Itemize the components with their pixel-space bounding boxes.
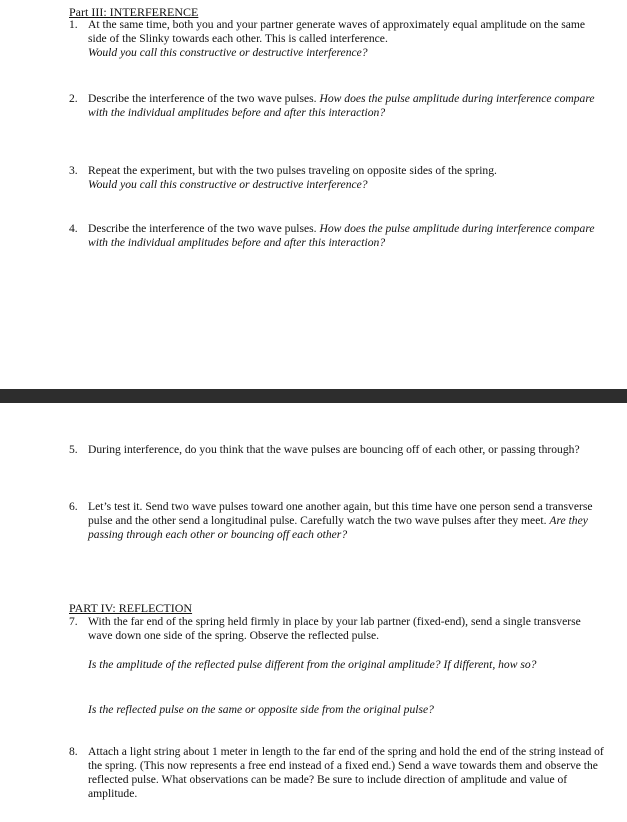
question-number: 1. (69, 18, 78, 31)
question-text: Repeat the experiment, but with the two pulses traveling on opposite sides of the spring. (88, 164, 497, 177)
question-text: During interference, do you think that the wave pulses are bouncing off of each other, or passing through? (88, 443, 580, 456)
question-2 (69, 92, 604, 120)
question-text: Describe the interference of the two wave pulses. (88, 222, 317, 235)
question-1 (69, 18, 604, 60)
question-prompt: Would you call this constructive or destructive interference? (88, 46, 368, 59)
question-text: Attach a light string about 1 meter in length to the far end of the spring and hold the end of the string instead of the spring. (This now represents a free end instead of a fixed end.) Send a wave towards them and observe the reflected pulse. What observations can be made? Be sure to include direction of amplitude and value of amplitude. (88, 745, 604, 800)
question-text: Describe the interference of the two wave pulses. (88, 92, 317, 105)
question-number: 8. (69, 745, 78, 758)
question-7 (69, 615, 604, 643)
question-number: 6. (69, 500, 78, 513)
question-7-sub-2: Is the reflected pulse on the same or opposite side from the original pulse? (88, 703, 434, 716)
question-number: 4. (69, 222, 78, 235)
question-8 (69, 745, 604, 801)
question-text: With the far end of the spring held firmly in place by your lab partner (fixed-end), send a single transverse wave down one side of the spring. Observe the reflected pulse. (88, 615, 581, 642)
question-prompt: How does the pulse amplitude during interference compare with the individual amplitudes before and after this interaction? (88, 222, 595, 249)
question-5 (69, 443, 604, 457)
question-number: 2. (69, 92, 78, 105)
question-text: At the same time, both you and your partner generate waves of approximately equal amplitude on the same side of the Slinky towards each other. This is called interference. (88, 18, 586, 45)
question-number: 5. (69, 443, 78, 456)
part-iii-heading: Part III: INTERFERENCE (69, 5, 199, 19)
page-divider (0, 389, 627, 403)
question-number: 3. (69, 164, 78, 177)
question-4 (69, 222, 604, 250)
question-prompt: Are they passing through each other or bouncing off each other? (88, 514, 588, 541)
question-number: 7. (69, 615, 78, 628)
question-text: Let’s test it. Send two wave pulses toward one another again, but this time have one person send a transverse pulse and the other send a longitudinal pulse. Carefully watch the two wave pulses after they meet. (88, 500, 593, 527)
question-prompt: Would you call this constructive or destructive interference? (88, 178, 368, 191)
question-3 (69, 164, 604, 192)
part-iv-heading: PART IV: REFLECTION (69, 601, 193, 615)
question-prompt: How does the pulse amplitude during interference compare with the individual amplitudes before and after this interaction? (88, 92, 595, 119)
question-6 (69, 500, 604, 542)
question-7-sub-1: Is the amplitude of the reflected pulse different from the original amplitude? If different, how so? (88, 658, 537, 671)
